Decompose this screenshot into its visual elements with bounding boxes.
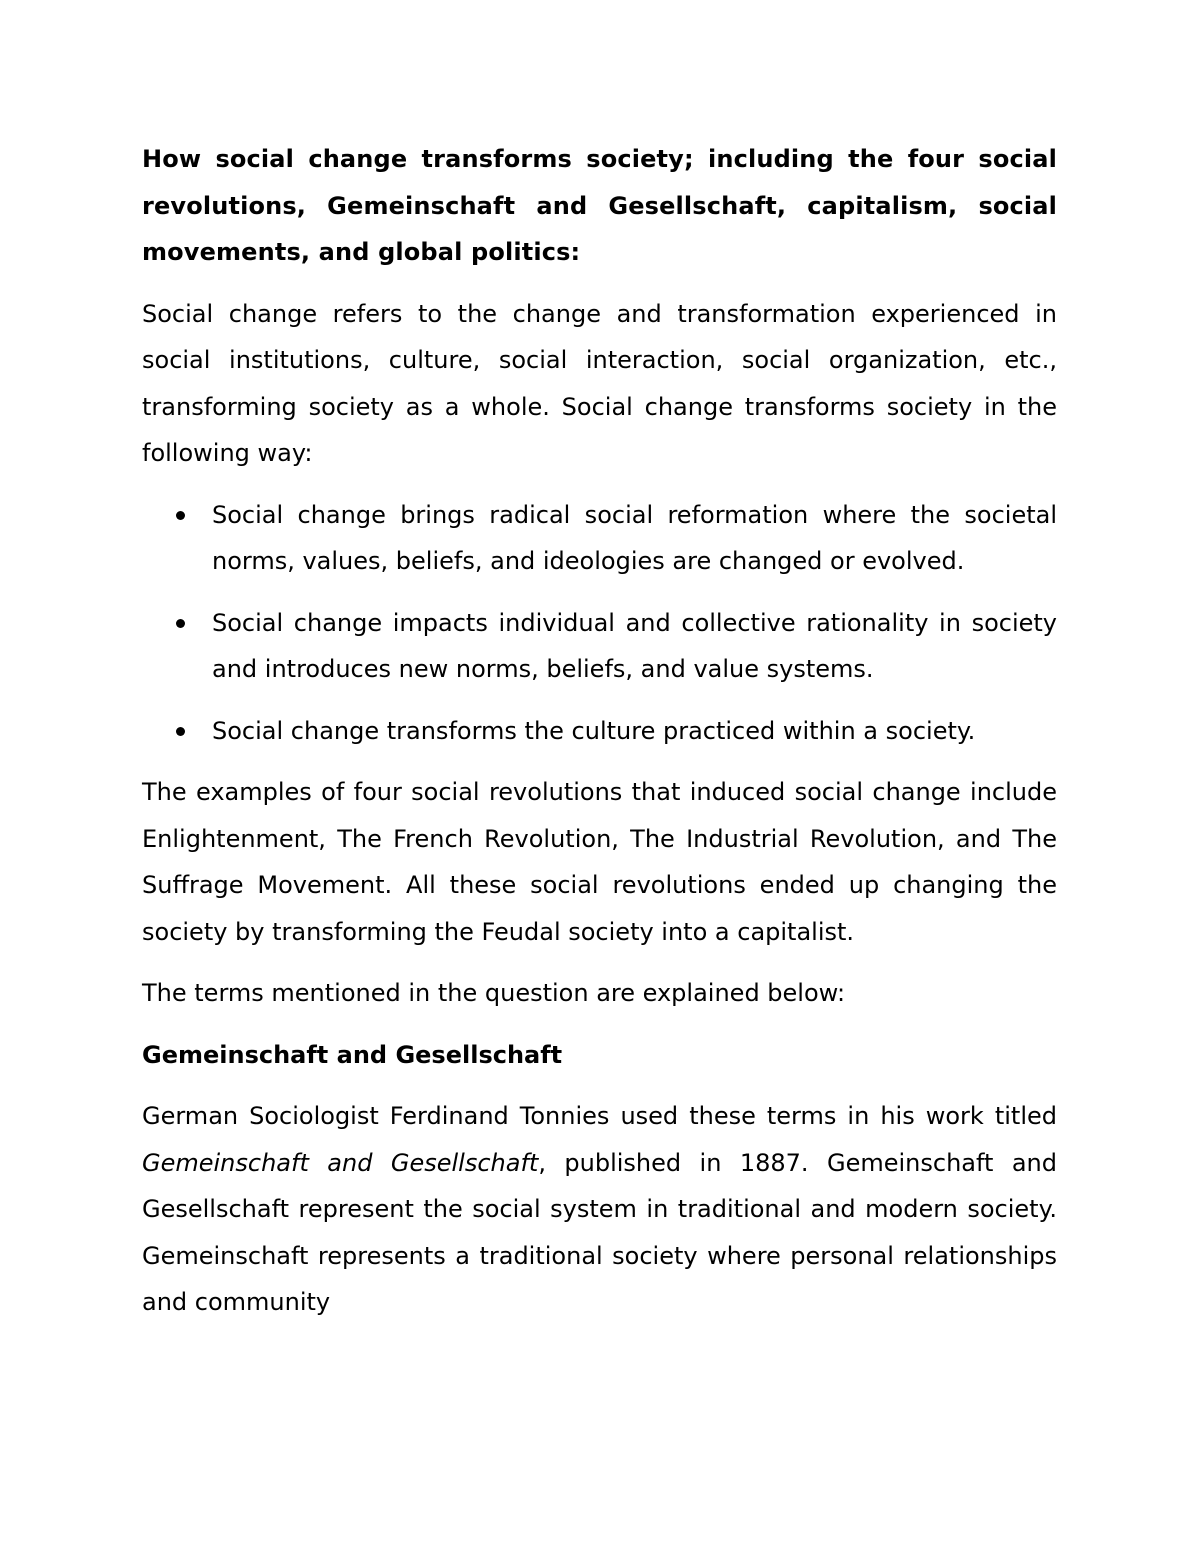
bullet-text: Social change brings radical social reformation where the societal norms, values, beliefs, and ideologies are changed or evolved. (212, 500, 1057, 575)
section-text-after: , published in 1887. Gemeinschaft and Gesellschaft represent the social system in traditional and modern society. Gemeinschaft represents a traditional society where personal relationships and community (142, 1148, 1058, 1316)
bullet-list (142, 492, 1057, 755)
section-paragraph (142, 1093, 1057, 1326)
document-title: How social change transforms society; including the four social revolutions, Gemeinschaft and Gesellschaft, capitalism, social movements, and global politics: (142, 145, 1057, 266)
section-heading: Gemeinschaft and Gesellschaft (142, 1040, 563, 1069)
bullet-icon (176, 727, 185, 736)
intro-paragraph: Social change refers to the change and transformation experienced in social institutions, culture, social interaction, social organization, etc., transforming society as a whole. Social change transforms society in the following way: (142, 299, 1057, 467)
section-text-before: German Sociologist Ferdinand Tonnies used these terms in his work titled (142, 1102, 1057, 1130)
book-title-italic: Gemeinschaft and Gesellschaft (142, 1148, 539, 1177)
bullet-item (142, 492, 1057, 585)
bullet-item (142, 600, 1057, 693)
bullet-icon (176, 619, 185, 628)
bullet-text: Social change impacts individual and collective rationality in society and introduces new norms, beliefs, and value systems. (212, 608, 1057, 683)
bullet-item (142, 708, 1057, 755)
bullet-text: Social change transforms the culture practiced within a society. (212, 716, 976, 745)
bullet-icon (176, 511, 185, 520)
revolutions-paragraph: The examples of four social revolutions that induced social change include Enlightenment, The French Revolution, The Industrial Revolution, and The Suffrage Movement. All these social revolutions ended up changing the society by transforming the Feudal society into a capitalist. (142, 778, 1057, 946)
terms-intro-paragraph: The terms mentioned in the question are explained below: (142, 979, 846, 1007)
document-page (142, 136, 1057, 1341)
